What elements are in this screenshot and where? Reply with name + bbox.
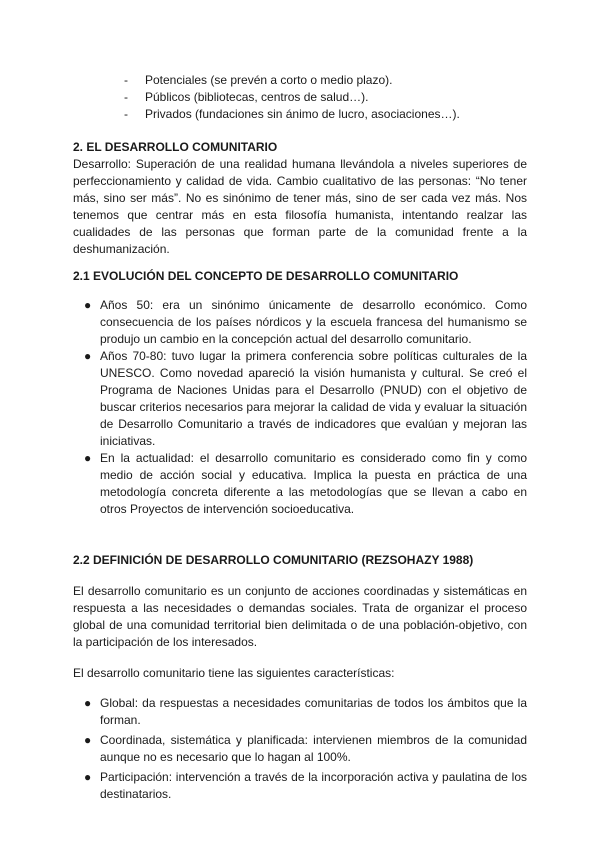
list-item-text: En la actualidad: el desarrollo comunitario es considerado como fin y como medio de acción social y educativa. Implica la puesta en práctica de una metodología concreta diferente a las metodologías que se llevan a cabo en otros Proyectos de intervención socioeducativa.: [100, 451, 527, 516]
bullet-icon: ●: [84, 770, 92, 784]
list-item-text: Potenciales (se prevén a corto o medio plazo).: [145, 73, 393, 87]
section-heading: 2.2 DEFINICIÓN DE DESARROLLO COMUNITARIO (REZSOHAZY 1988): [73, 553, 474, 567]
list-item-text: Coordinada, sistemática y planificada: intervienen miembros de la comunidad aunque no es necesario que lo hagan al 100%.: [100, 733, 527, 764]
dash-marker: -: [124, 73, 128, 87]
section-heading: 2. EL DESARROLLO COMUNITARIO: [73, 140, 278, 154]
document-page: [73, 72, 527, 806]
bullet-list: [73, 695, 527, 803]
list-item: [73, 72, 527, 89]
list-item: [73, 348, 527, 450]
bullet-list: [73, 297, 527, 518]
dash-list: [73, 72, 527, 123]
list-item: [73, 732, 527, 766]
list-item-text: Públicos (bibliotecas, centros de salud…).: [145, 90, 369, 104]
list-item: [73, 297, 527, 348]
list-item-text: Global: da respuestas a necesidades comunitarias de todos los ámbitos que la forman.: [100, 696, 527, 727]
list-item: [73, 769, 527, 803]
dash-marker: -: [124, 107, 128, 121]
bullet-icon: ●: [84, 733, 92, 747]
list-item: [73, 106, 527, 123]
bullet-icon: ●: [84, 696, 92, 710]
bullet-icon: ●: [84, 298, 92, 312]
list-item-text: Participación: intervención a través de la incorporación activa y paulatina de los destinatarios.: [100, 770, 527, 801]
paragraph: Desarrollo: Superación de una realidad humana llevándola a niveles superiores de perfeccionamiento y calidad de vida. Cambio cualitativo de las personas: “No tener más, sino ser más”. No es sinónimo de tener más, sino de ser cada vez más. Nos tenemos que centrar más en esta filosofía humanista, intentando realzar las cualidades de las personas que forman parte de la comunidad frente a la deshumanización.: [73, 157, 527, 256]
list-item-text: Privados (fundaciones sin ánimo de lucro, asociaciones…).: [145, 107, 460, 121]
list-item: [73, 695, 527, 729]
paragraph: El desarrollo comunitario es un conjunto de acciones coordinadas y sistemáticas en respuesta a las necesidades o demandas sociales. Trata de organizar el proceso global de una comunidad territorial bien delimitada o de una población-objetivo, con la participación de los interesados.: [73, 584, 527, 649]
list-item-text: Años 50: era un sinónimo únicamente de desarrollo económico. Como consecuencia de los países nórdicos y la escuela francesa del humanismo se produjo un cambio en la concepción actual del desarrollo comunitario.: [100, 298, 527, 346]
list-item: [73, 450, 527, 518]
bullet-icon: ●: [84, 349, 92, 363]
section-heading: 2.1 EVOLUCIÓN DEL CONCEPTO DE DESARROLLO COMUNITARIO: [73, 269, 459, 283]
dash-marker: -: [124, 90, 128, 104]
paragraph: El desarrollo comunitario tiene las siguientes características:: [73, 666, 395, 680]
list-item-text: Años 70-80: tuvo lugar la primera conferencia sobre políticas culturales de la UNESCO. Como novedad apareció la visión humanista y cultural. Se creó el Programa de Naciones Unidas para el Desarrollo (PNUD) con el objetivo de buscar criterios necesarios para mejorar la calidad de vida y evaluar la situación de Desarrollo Comunitario a través de indicadores que evalúan y mejoran las iniciativas.: [100, 349, 527, 448]
list-item: [73, 89, 527, 106]
bullet-icon: ●: [84, 451, 92, 465]
